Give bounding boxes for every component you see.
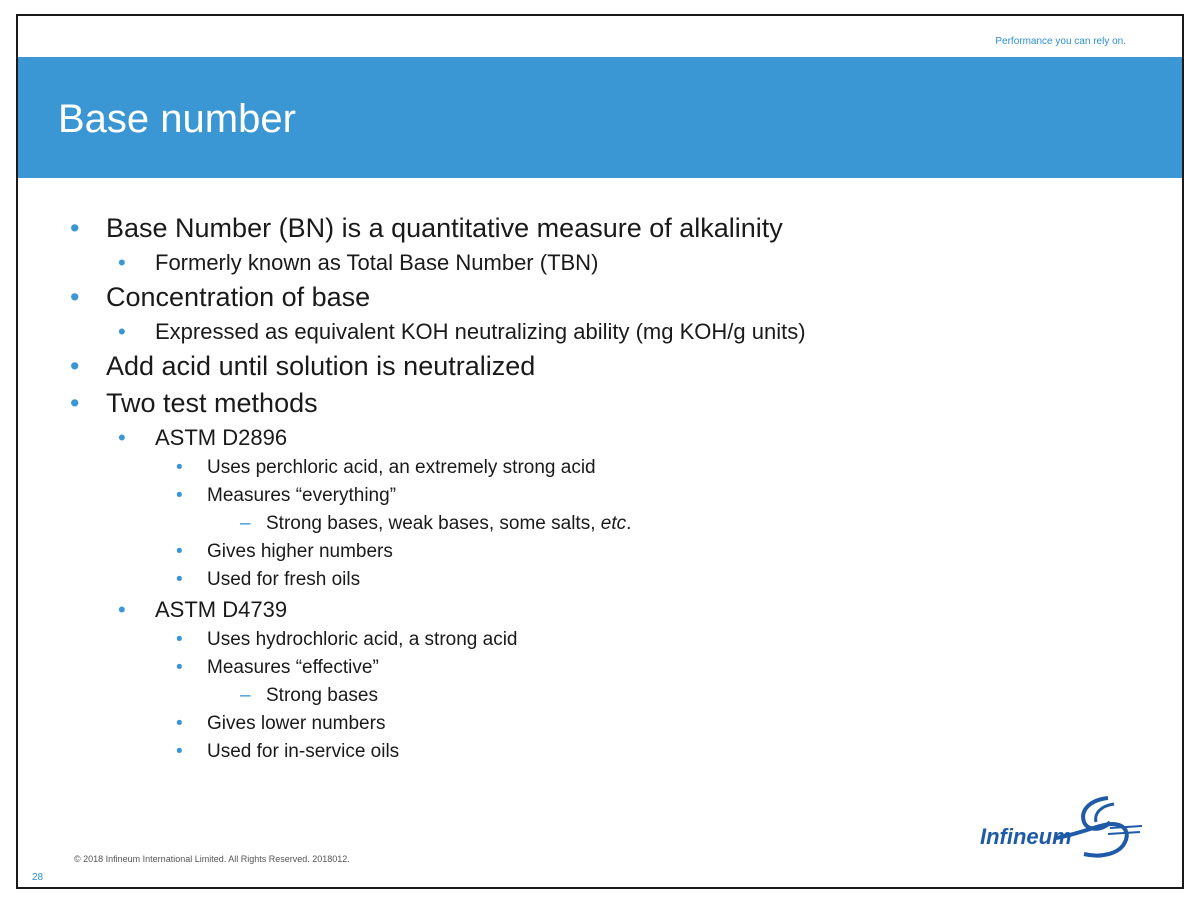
bullet-item-level-3 xyxy=(62,482,1162,510)
bullet-item-level-2 xyxy=(62,316,1162,348)
bullet-text: Two test methods xyxy=(106,388,318,418)
bullet-text: Formerly known as Total Base Number (TBN) xyxy=(155,250,599,275)
bullet-item-level-2 xyxy=(62,594,1162,626)
dash-marker: – xyxy=(240,513,251,534)
bullet-item-level-1 xyxy=(62,279,1162,316)
swoosh-icon xyxy=(1050,794,1144,860)
bullet-text-suffix: . xyxy=(626,513,632,534)
bullet-text: Gives higher numbers xyxy=(207,541,393,562)
bullet-text: Uses hydrochloric acid, a strong acid xyxy=(207,629,518,650)
logo-text: Infineum xyxy=(980,824,1072,849)
bullet-marker: • xyxy=(118,250,126,275)
bullet-item-level-3 xyxy=(62,538,1162,566)
slide-title: Base number xyxy=(58,97,296,141)
bullet-list xyxy=(62,210,1162,766)
bullet-item-level-1 xyxy=(62,348,1162,385)
bullet-text: Used for in-service oils xyxy=(207,741,400,762)
bullet-item-level-3 xyxy=(62,738,1162,766)
bullet-item-level-1 xyxy=(62,385,1162,422)
bullet-marker: • xyxy=(176,485,183,506)
infineum-logo xyxy=(980,794,1144,860)
bullet-item-level-4 xyxy=(62,510,1162,538)
dash-marker: – xyxy=(240,685,251,706)
bullet-item-level-3 xyxy=(62,626,1162,654)
bullet-item-level-1 xyxy=(62,210,1162,247)
bullet-text: Gives lower numbers xyxy=(207,713,386,734)
bullet-text: Uses perchloric acid, an extremely strong acid xyxy=(207,457,596,478)
bullet-marker: • xyxy=(176,713,183,734)
bullet-text: Measures “everything” xyxy=(207,485,397,506)
tagline: Performance you can rely on. xyxy=(995,36,1126,47)
bullet-text: Add acid until solution is neutralized xyxy=(106,351,536,381)
bullet-item-level-4 xyxy=(62,682,1162,710)
bullet-marker: • xyxy=(176,457,183,478)
bullet-marker: • xyxy=(176,569,183,590)
title-band xyxy=(18,57,1182,178)
bullet-marker: • xyxy=(70,388,80,418)
page-number: 28 xyxy=(32,872,44,883)
bullet-marker: • xyxy=(118,319,126,344)
slide xyxy=(16,14,1184,889)
bullet-marker: • xyxy=(70,351,80,381)
bullet-text: Concentration of base xyxy=(106,282,371,312)
bullet-marker: • xyxy=(70,213,80,243)
bullet-marker: • xyxy=(176,541,183,562)
bullet-item-level-3 xyxy=(62,710,1162,738)
bullet-item-level-3 xyxy=(62,454,1162,482)
bullet-italic-text: etc xyxy=(600,513,627,534)
bullet-text: ASTM D4739 xyxy=(155,597,288,622)
bullet-marker: • xyxy=(118,597,126,622)
bullet-text: Strong bases xyxy=(266,685,378,706)
bullet-marker: • xyxy=(176,629,183,650)
bullet-text: Base Number (BN) is a quantitative measure of alkalinity xyxy=(106,213,783,243)
bullet-text: Expressed as equivalent KOH neutralizing ability (mg KOH/g units) xyxy=(155,319,806,344)
bullet-marker: • xyxy=(176,741,183,762)
bullet-marker: • xyxy=(118,425,126,450)
bullet-marker: • xyxy=(70,282,80,312)
bullet-item-level-3 xyxy=(62,654,1162,682)
copyright-notice: © 2018 Infineum International Limited. All Rights Reserved. 2018012. xyxy=(74,854,350,864)
bullet-text: ASTM D2896 xyxy=(155,425,288,450)
bullet-item-level-3 xyxy=(62,566,1162,594)
bullet-text: Measures “effective” xyxy=(207,657,379,678)
bullet-text: Strong bases, weak bases, some salts, xyxy=(266,513,601,534)
bullet-item-level-2 xyxy=(62,422,1162,454)
bullet-text: Used for fresh oils xyxy=(207,569,361,590)
bullet-item-level-2 xyxy=(62,247,1162,279)
bullet-marker: • xyxy=(176,657,183,678)
